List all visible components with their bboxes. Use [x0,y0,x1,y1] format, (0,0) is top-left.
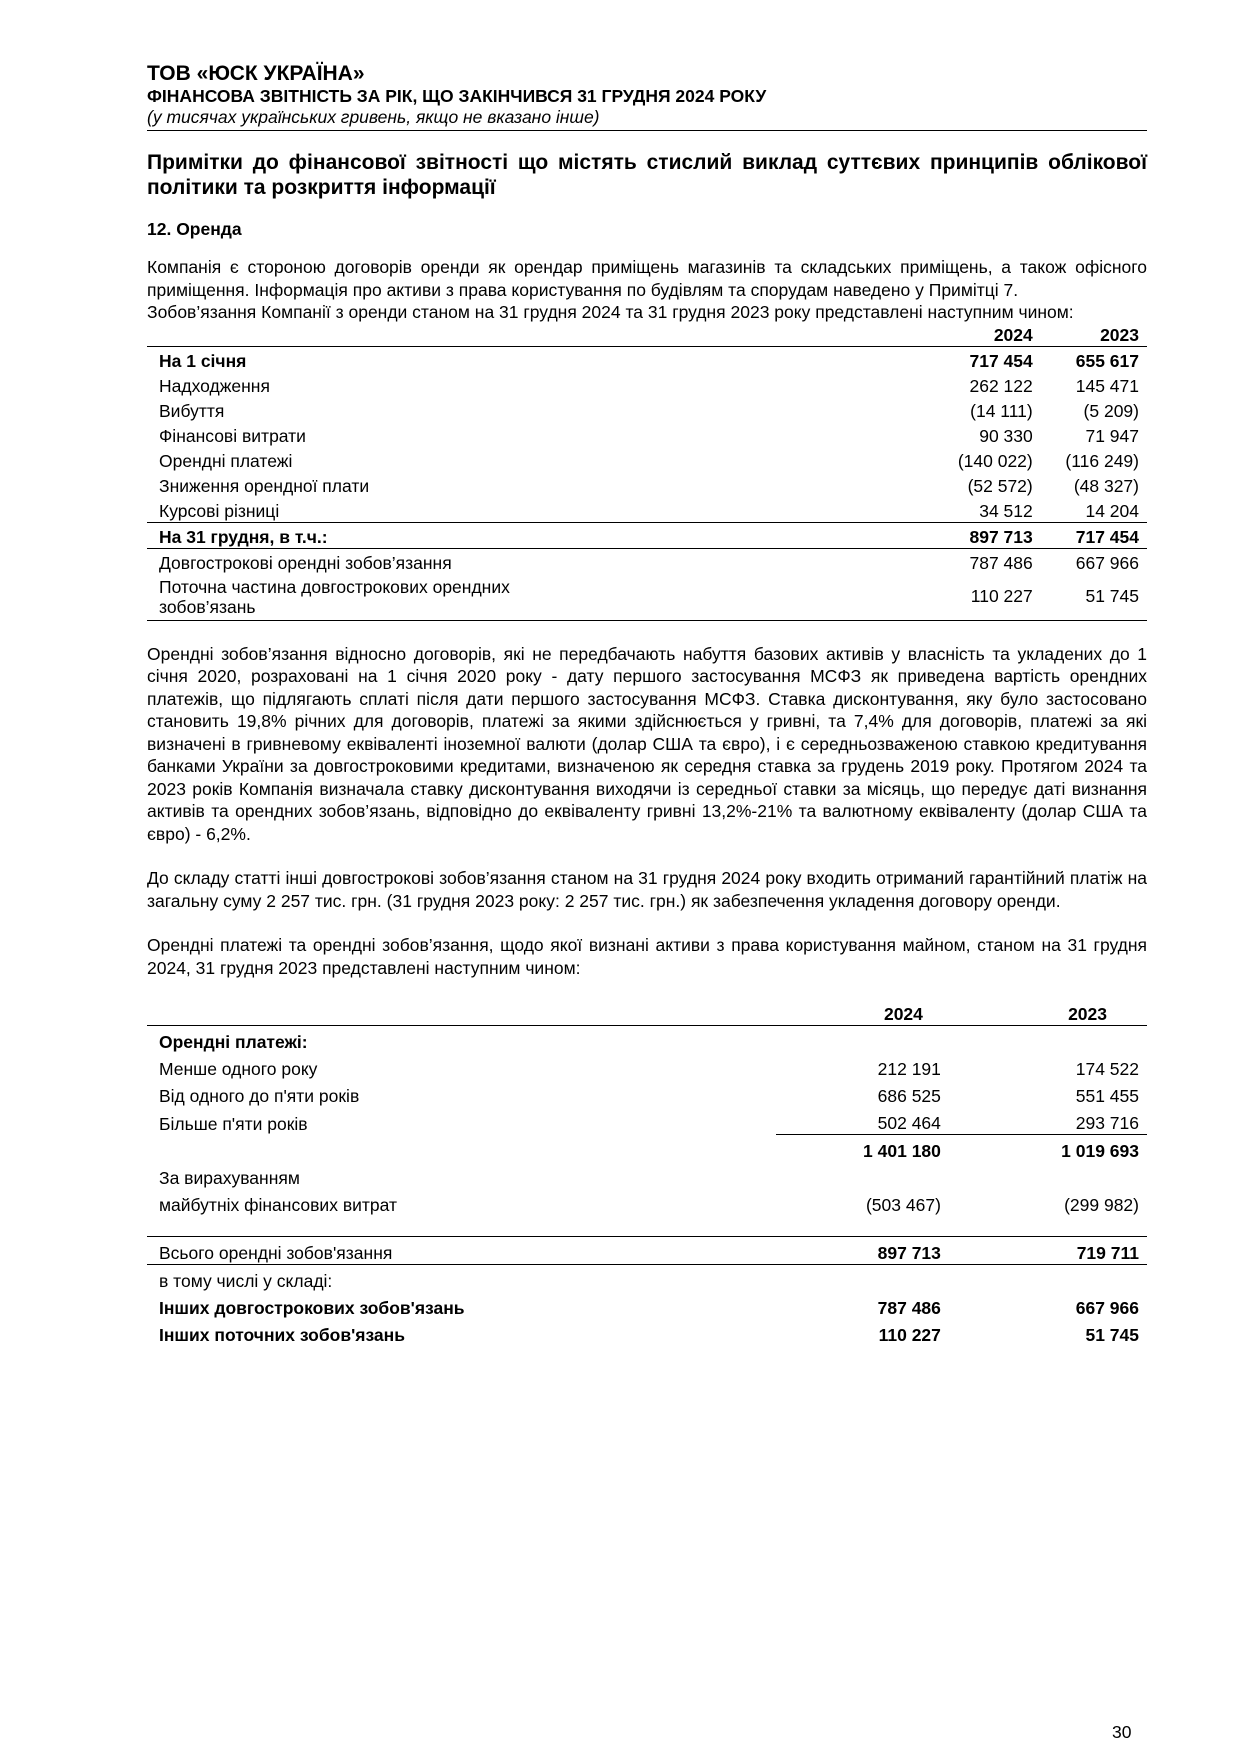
table-row: Довгострокові орендні зобов’язання 787 486 667 966 [159,552,1139,573]
table-row: в тому числі у складі: [159,1271,333,1291]
document-page [147,62,1147,1346]
discount-rate-paragraph: Орендні зобов’язання відносно договорів, які не передбачають набуття базових активів у власність та укладених до 1 січня 2020, розраховані на 1 січня 2020 року - дату першого застосування МСФЗ як приведена вартість орендних платежів, що підлягають сплаті після дати першого застосування МСФЗ. Ставка дисконтування, яку було застосовано становить 19,8% річних для договорів, платежі за якими здійснюється у гривні, та 7,4% для договорів, платежі за які визначені в гривневому еквіваленті іноземної валюти (долар США та євро), і є середньозваженою ставкою кредитування банками України за довгостроковими кредитами, визначеною як середня ставка за грудень 2019 року. Протягом 2024 та 2023 років Компанія визначала ставку дисконтування виходячи із середньої ставки за місяць, що передує даті визнання активів та орендних зобов’язань, відповідно до еквіваленту гривні 13,2%-21% та валютному еквіваленту (долар США та євро) - 6,2%. [147,643,1147,844]
column-2023: 2023 [941,999,1147,1026]
table-row-total: На 31 грудня, в т.ч.: 897 713 717 454 [147,522,1147,548]
section-heading: 12. Оренда [147,219,242,239]
table-row: Надходження 262 122 145 471 [159,375,1139,396]
table-row: Менше одного року 212 191 174 522 [159,1059,1139,1079]
table-row-total: Всього орендні зобов'язання 897 713 719 711 [147,1237,1147,1265]
table-row: Вибуття (14 111) (5 209) [159,400,1139,421]
table-row: Інших довгострокових зобов'язань 787 486 667 966 [159,1298,1139,1318]
table-row: За вирахуванням [159,1168,300,1188]
lease-payments-table [147,999,1147,1346]
column-2023: 2023 [1033,324,1147,347]
table-row: Інших поточних зобов'язань 110 227 51 745 [159,1325,1139,1345]
lease-payments-intro: Орендні платежі та орендні зобов’язання, щодо якої визнані активи з права користування майном, станом на 31 грудня 2024, 31 грудня 2023 представлені наступним чином: [147,935,1147,978]
table-row: Орендні платежі (140 022) (116 249) [159,450,1139,471]
table-row: Орендні платежі: [159,1032,308,1052]
lease-liabilities-table [147,324,1147,621]
guarantee-payment-paragraph: До складу статті інші довгострокові зобов’язання станом на 31 грудня 2024 року входить отриманий гарантійний платіж на загальну суму 2 257 тис. грн. (31 грудня 2023 року: 2 257 тис. грн.) як забезпечення укладення договору оренди. [147,868,1147,911]
table-row: Поточна частина довгострокових орендних зобов’язань 110 227 51 745 [147,574,1147,621]
table-row: майбутніх фінансових витрат (503 467) (299 982) [159,1195,1139,1215]
page-number: 30 [1112,1722,1132,1742]
table-header-row [147,999,1147,1026]
table-row: Фінансові витрати 90 330 71 947 [159,425,1139,446]
column-2024: 2024 [776,999,941,1026]
notes-title: Примітки до фінансової звітності що містять стислий виклад суттєвих принципів облікової політики та розкриття інформації [147,151,1147,199]
column-2024: 2024 [933,324,1033,347]
company-name: ТОВ «ЮСК УКРАЇНА» [147,62,365,85]
table-row-subtotal: 1 401 180 1 019 693 [863,1141,1139,1161]
lease-intro-paragraph: Компанія є стороною договорів оренди як орендар приміщень магазинів та складських приміщень, а також офісного приміщення. Інформація про активи з права користування по будівлям та спорудам наведено у Примітці 7. [147,257,1147,300]
table-row: Більше п'яти років 502 464 293 716 [147,1107,1147,1135]
table-row: На 1 січня 717 454 655 617 [159,350,1139,371]
lease-liabilities-intro: Зобов’язання Компанії з оренди станом на 31 грудня 2024 та 31 грудня 2023 року представлені наступним чином: [147,302,1074,322]
table-row: Курсові різниці 34 512 14 204 [147,497,1147,523]
table-row: Зниження орендної плати (52 572) (48 327) [159,475,1139,496]
report-title: ФІНАНСОВА ЗВІТНІСТЬ ЗА РІК, ЩО ЗАКІНЧИВСЯ 31 ГРУДНЯ 2024 РОКУ [147,86,767,106]
table-header-row [147,324,1147,347]
table-row: Від одного до п'яти років 686 525 551 455 [159,1086,1139,1106]
units-note: (у тисячах українських гривень, якщо не вказано інше) [147,107,1147,131]
